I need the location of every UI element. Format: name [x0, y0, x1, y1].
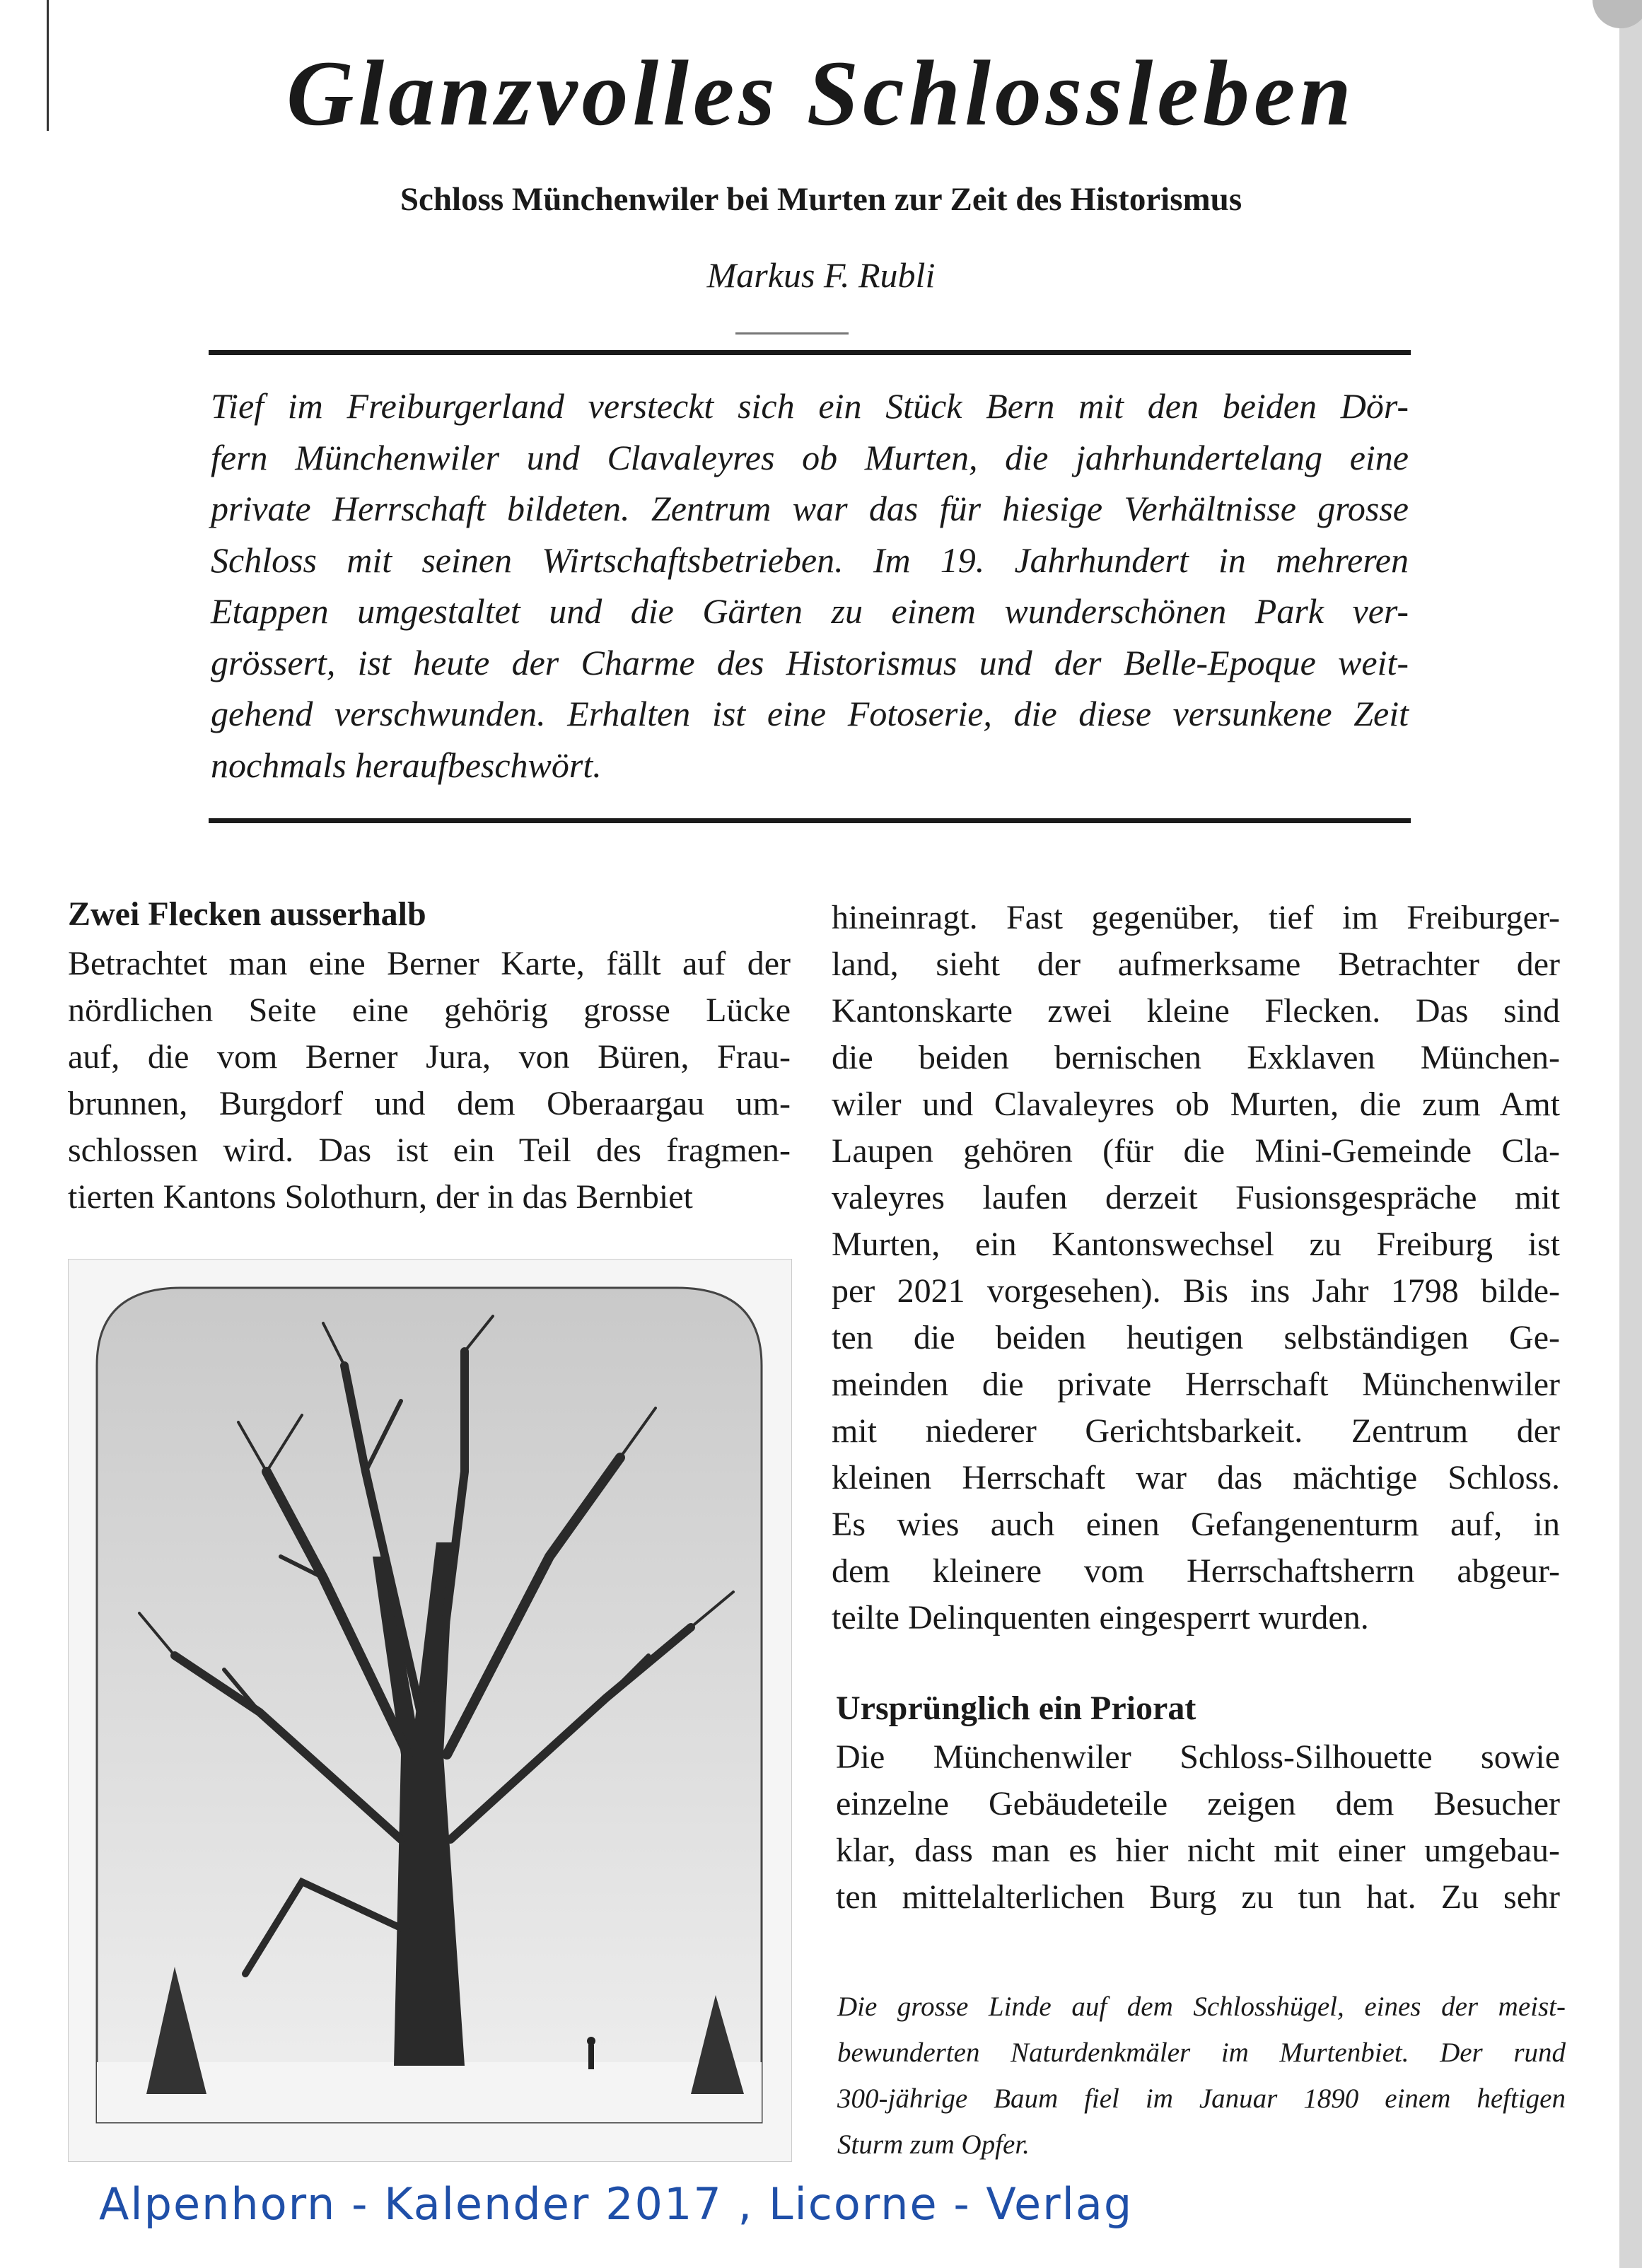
lead-line: fern Münchenwiler und Clavaleyres ob Murten, die jahrhundertelang eine	[211, 437, 1409, 477]
scan-corner-mark	[1592, 0, 1642, 28]
text-line: die beiden bernischen Exklaven München-	[832, 1039, 1560, 1076]
caption-line: bewunderten Naturdenkmäler im Murtenbiet. Der rund	[837, 2037, 1566, 2068]
text-line: Laupen gehören (für die Mini-Gemeinde Cla-	[832, 1132, 1560, 1170]
text-line: ten mittelalterlichen Burg zu tun hat. Zu sehr	[836, 1878, 1560, 1916]
lead-line: Tief im Freiburgerland versteckt sich ein Stück Bern mit den beiden Dör-	[211, 386, 1409, 426]
caption-line: Die grosse Linde auf dem Schlosshügel, eines der meist-	[837, 1991, 1566, 2022]
linden-tree-photo	[68, 1259, 792, 2162]
text-line: Die Münchenwiler Schloss-Silhouette sowie	[836, 1738, 1560, 1776]
text-line: auf, die vom Berner Jura, von Büren, Frau-	[68, 1038, 791, 1076]
caption-line: Sturm zum Opfer.	[837, 2129, 1030, 2160]
article-title: Glanzvolles Schlossleben	[286, 41, 1356, 145]
text-line: meinden die private Herrschaft Münchenwiler	[832, 1366, 1560, 1403]
section-heading-zwei-flecken: Zwei Flecken ausserhalb	[68, 895, 426, 933]
text-line: kleinen Herrschaft war das mächtige Schloss.	[832, 1459, 1560, 1496]
photo-caption	[837, 1984, 1566, 2168]
text-line: dem kleinere vom Herrschaftsherrn abgeur-	[832, 1552, 1560, 1590]
lead-line: nochmals heraufbeschwört.	[211, 745, 602, 785]
right-column-text-a	[832, 895, 1560, 1641]
text-line: einzelne Gebäudeteile zeigen dem Besucher	[836, 1785, 1560, 1822]
section-heading-priorat: Ursprünglich ein Priorat	[836, 1690, 1196, 1727]
text-line: Es wies auch einen Gefangenenturm auf, in	[832, 1506, 1560, 1543]
top-rule	[209, 350, 1411, 355]
lead-paragraph	[211, 380, 1409, 791]
text-line: schlossen wird. Das ist ein Teil des fragmen-	[68, 1132, 791, 1169]
lead-line: private Herrschaft bildeten. Zentrum war das für hiesige Verhältnisse grosse	[211, 489, 1409, 528]
lead-line: gehend verschwunden. Erhalten ist eine Fotoserie, die diese versunkene Zeit	[211, 694, 1409, 733]
text-line: tierten Kantons Solothurn, der in das Bernbiet	[68, 1178, 693, 1216]
text-line: ten die beiden heutigen selbständigen Ge-	[832, 1319, 1560, 1356]
right-column-text-b	[836, 1734, 1560, 1921]
lead-line: grössert, ist heute der Charme des Historismus und der Belle-Epoque weit-	[211, 642, 1409, 682]
left-column-text	[68, 941, 791, 1221]
article-author: Markus F. Rubli	[706, 255, 936, 295]
ornament-dash	[735, 332, 849, 335]
text-line: mit niederer Gerichtsbarkeit. Zentrum der	[832, 1412, 1560, 1450]
text-line: teilte Delinquenten eingesperrt wurden.	[832, 1599, 1369, 1636]
article-subtitle: Schloss Münchenwiler bei Murten zur Zeit des Historismus	[400, 181, 1242, 218]
text-line: Murten, ein Kantonswechsel zu Freiburg ist	[832, 1226, 1560, 1263]
text-line: Kantonskarte zwei kleine Flecken. Das sind	[832, 992, 1560, 1030]
lead-line: Etappen umgestaltet und die Gärten zu einem wunderschönen Park ver-	[211, 591, 1409, 631]
text-line: land, sieht der aufmerksame Betrachter der	[832, 946, 1560, 983]
text-line: per 2021 vorgesehen). Bis ins Jahr 1798 bilde-	[832, 1272, 1560, 1310]
text-line: hineinragt. Fast gegenüber, tief im Freiburger-	[832, 899, 1560, 936]
lead-line: Schloss mit seinen Wirtschaftsbetrieben. Im 19. Jahrhundert in mehreren	[211, 540, 1409, 580]
text-line: wiler und Clavaleyres ob Murten, die zum Amt	[832, 1086, 1560, 1123]
handwritten-source-note: Alpenhorn - Kalender 2017 , Licorne - Verlag	[99, 2178, 1134, 2230]
tree-illustration	[69, 1260, 791, 2161]
bottom-rule	[209, 818, 1411, 823]
text-line: klar, dass man es hier nicht mit einer umgebau-	[836, 1832, 1560, 1869]
text-line: nördlichen Seite eine gehörig grosse Lücke	[68, 991, 791, 1029]
text-line: brunnen, Burgdorf und dem Oberaargau um-	[68, 1085, 791, 1122]
scan-edge-right	[1619, 0, 1642, 2268]
caption-line: 300-jährige Baum fiel im Januar 1890 einem heftigen	[837, 2083, 1566, 2114]
text-line: valeyres laufen derzeit Fusionsgespräche mit	[832, 1179, 1560, 1216]
text-line: Betrachtet man eine Berner Karte, fällt auf der	[68, 945, 791, 982]
